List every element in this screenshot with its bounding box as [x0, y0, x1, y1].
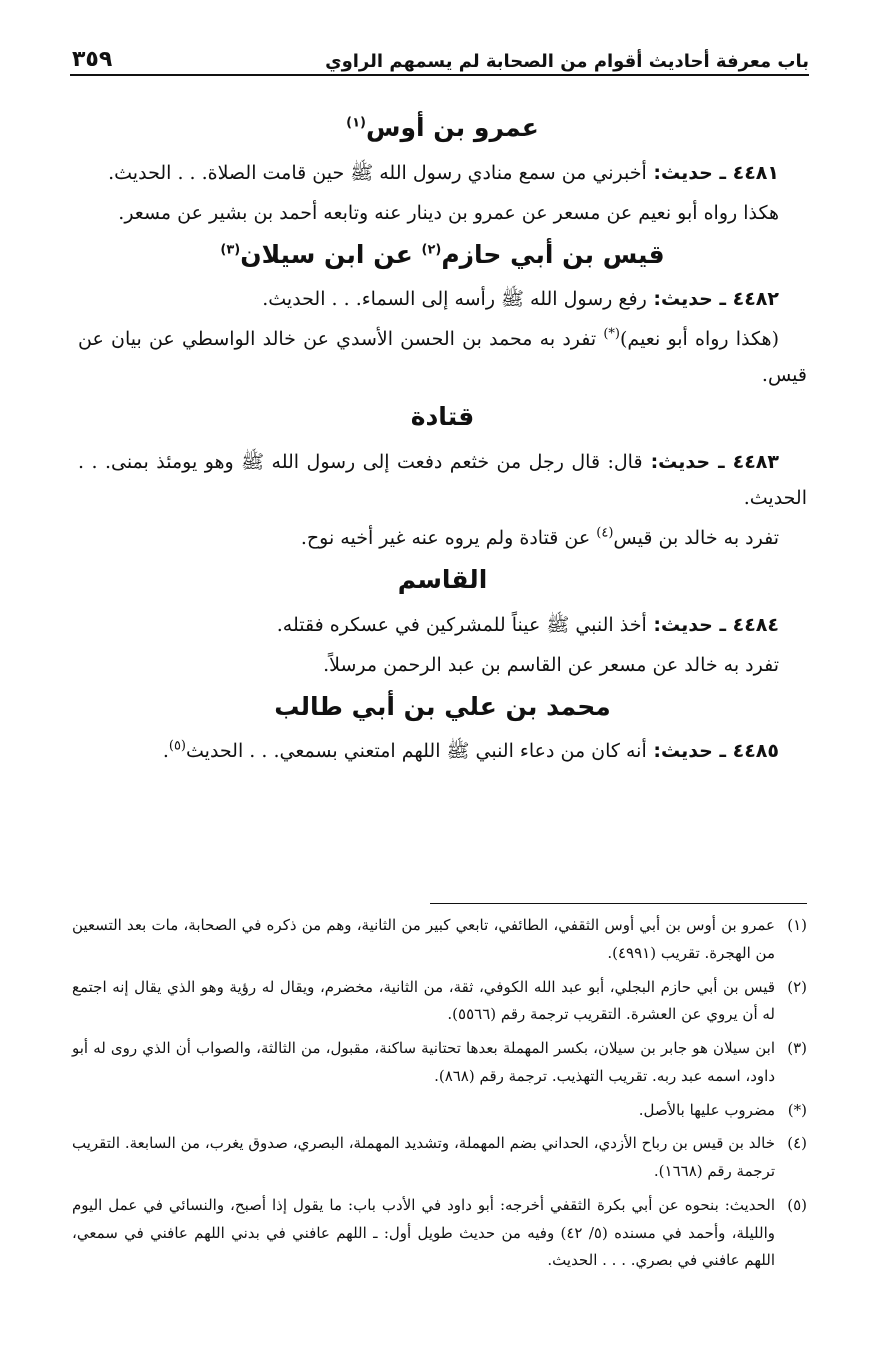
header-rule	[70, 74, 809, 76]
footnote-ref: (٤)	[596, 525, 614, 541]
footnote: (٥) الحديث: بنحوه عن أبي بكرة الثقفي أخرجه: أبو داود في الأدب باب: ما يقول إذا أصبح، والنسائي في عمل اليوم والليلة، وأحمد في مسنده (٥/ ٤٢) وفيه من حديث طويل أول: ـ اللهم عافني في بدني اللهم عافني في سمعي، اللهم عافني في بصري. . . . الحديث.	[72, 1195, 807, 1270]
footnote-ref: (٥)	[168, 739, 186, 755]
section-title: عمرو بن أوس$^{(١)}$	[346, 113, 539, 142]
commentary: هكذا رواه أبو نعيم عن مسعر عن عمرو بن دينار عنه وتابعه أحمد بن بشير عن مسعر.	[118, 201, 779, 224]
footnote-ref: (١)	[346, 115, 366, 131]
footnote: (*) مضروب عليها بالأصل.	[638, 1100, 807, 1119]
commentary: (هكذا رواه أبو نعيم)(*) تفرد به محمد بن الحسن الأسدي عن خالد الواسطي عن بيان عن قيس.	[78, 326, 807, 387]
hadith-entry: ٤٤٨٤ ـ حديث: أخذ النبي ﷺ عيناً للمشركين في عسكره فقتله.	[276, 613, 779, 636]
running-header	[72, 38, 809, 72]
footnote-rule	[430, 903, 807, 904]
section-title: القاسم	[397, 565, 488, 595]
hadith-entry: ٤٤٨١ ـ حديث: أخبرني من سمع منادي رسول الله ﷺ حين قامت الصلاة. . . الحديث.	[108, 161, 779, 184]
footnote: (٢) قيس بن أبي حازم البجلي، أبو عبد الله الكوفي، ثقة، من الثانية، مخضرم، ويقال له رؤية وهو الذي يقال إنه اجتمع له أن يروي عن العشرة. التقريب ترجمة رقم (٥٥٦٦).	[72, 977, 807, 1024]
section-title: قتادة	[410, 402, 475, 432]
hadith-entry: ٤٤٨٣ ـ حديث: قال: قال رجل من خثعم دفعت إلى رسول الله ﷺ وهو يومئذ بمنى. . . الحديث.	[78, 450, 807, 510]
chapter-title: باب معرفة أحاديث أقوام من الصحابة لم يسمهم الراوي	[325, 51, 809, 72]
main-text	[78, 104, 807, 774]
footnote-ref: (*)	[603, 326, 621, 342]
footnote: (٣) ابن سيلان هو جابر بن سيلان، بكسر المهملة بعدها تحتانية ساكنة، مقبول، من الثالثة، والصواب أن الذي روى له أبو داود، اسمه عبد ربه. تقريب التهذيب. ترجمة رقم (٨٦٨).	[72, 1039, 807, 1085]
section-title: قيس بن أبي حازم$^{(٢)}$ عن ابن سيلان$^{(٣)}$	[220, 239, 665, 269]
footnote: (٤) خالد بن قيس بن رباح الأزدي، الحداني بضم المهملة، وتشديد المهملة، البصري، صدوق يغرب، من السابعة. التقريب ترجمة رقم (١٦٦٨).	[72, 1134, 807, 1180]
page-number: ٣٥٩	[72, 47, 113, 72]
footnotes	[72, 912, 807, 1281]
footnote-ref: (٢)	[421, 242, 442, 258]
footnote: (١) عمرو بن أوس بن أبي أوس الثقفي، الطائفي، تابعي كبير من الثانية، وهم من ذكره في الصحابة، مات بعد التسعين من الهجرة. تقريب (٤٩٩١).	[72, 916, 807, 962]
hadith-entry: ٤٤٨٢ ـ حديث: رفع رسول الله ﷺ رأسه إلى السماء. . . الحديث.	[262, 288, 779, 311]
footnote-ref: (٣)	[220, 242, 241, 258]
commentary: تفرد به خالد عن مسعر عن القاسم بن عبد الرحمن مرسلاً.	[323, 653, 779, 676]
hadith-entry: ٤٤٨٥ ـ حديث: أنه كان من دعاء النبي ﷺ اللهم امتعني بسمعي. . . الحديث$^{(٥)}$.	[162, 739, 779, 763]
section-title: محمد بن علي بن أبي طالب	[274, 691, 611, 721]
commentary: تفرد به خالد بن قيس$^{(٤)}$ عن قتادة ولم يروه عنه غير أخيه نوح.	[300, 525, 779, 550]
